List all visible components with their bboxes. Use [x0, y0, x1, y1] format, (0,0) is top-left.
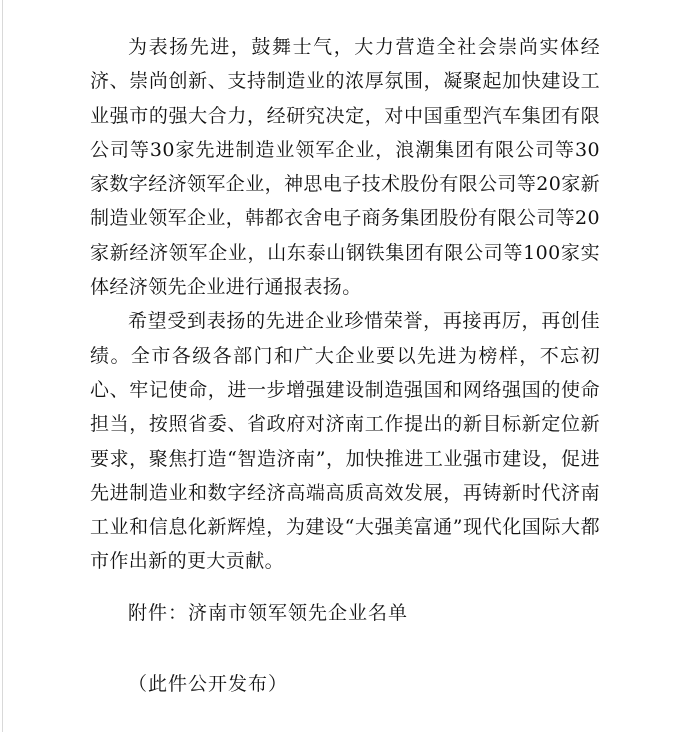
- page-edge-divider: [2, 0, 3, 732]
- document-body: [90, 30, 600, 579]
- body-paragraph-commendation: 为表扬先进，鼓舞士气，大力营造全社会崇尚实体经济、崇尚创新、支持制造业的浓厚氛围，凝聚起加快建设工业强市的强大合力，经研究决定，对中国重型汽车集团有限公司等30家先进制造业领军企业，浪潮集团有限公司等30家数字经济领军企业，神思电子技术股份有限公司等20家新制造业领军企业，韩都衣舍电子商务集团股份有限公司等20家新经济领军企业，山东泰山钢铁集团有限公司等100家实体经济领先企业进行通报表扬。: [90, 36, 600, 299]
- publish-note: （此件公开发布）: [128, 673, 289, 695]
- attachment-line: 附件：济南市领军领先企业名单: [128, 602, 409, 624]
- body-paragraph-expectation: 希望受到表扬的先进企业珍惜荣誉，再接再厉，再创佳绩。全市各级各部门和广大企业要以先进为榜样，不忘初心、牢记使命，进一步增强建设制造强国和网络强国的使命担当，按照省委、省政府对济南工作提出的新目标新定位新要求，聚焦打造“智造济南”，加快推进工业强市建设，促进先进制造业和数字经济高端高质高效发展，再铸新时代济南工业和信息化新辉煌，为建设“大强美富通”现代化国际大都市作出新的更大贡献。: [90, 310, 600, 573]
